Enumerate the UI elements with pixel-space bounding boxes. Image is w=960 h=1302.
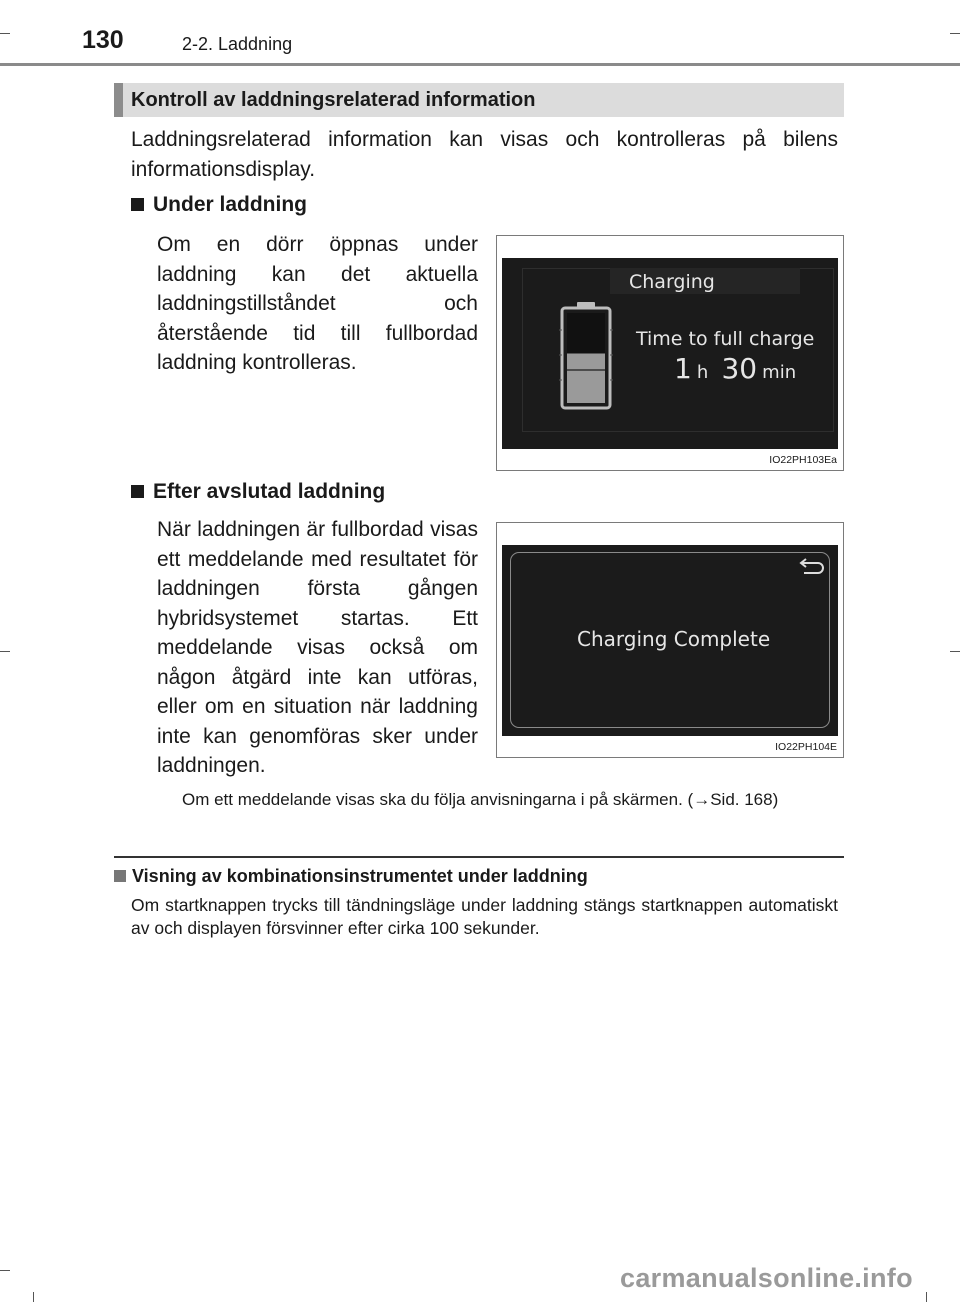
watermark: carmanualsonline.info [620,1263,913,1293]
section-divider [114,856,844,858]
back-arrow-icon [798,557,826,577]
crop-mark [33,1292,34,1302]
hours-unit: h [696,362,709,383]
minutes-unit: min [762,362,797,383]
display-screen [502,545,838,736]
battery-fill [567,354,605,404]
crop-mark [0,1270,10,1271]
crop-mark [926,1292,927,1302]
time-value [674,352,796,385]
intro-paragraph: Laddningsrelaterad information kan visas och kontrolleras på bilens informationsdisplay. [131,128,838,181]
page-number: 130 [82,26,124,54]
crop-mark [0,33,10,34]
crop-mark [0,651,10,652]
subheading-text: Efter avslutad laddning [153,480,386,503]
figure-code: IO22PH104E [775,741,837,753]
header-rule [0,63,960,66]
chapter-title: 2-2. Laddning [182,34,293,54]
subheading-instrument [114,866,588,887]
subheading-after-charging [131,480,385,504]
hours-value: 1 [674,352,692,385]
instrument-paragraph: Om startknappen trycks till tändningsläge under laddning stängs startknappen automatiskt av och displayen försvinner efter cirka 100 sekunder. [131,895,838,938]
during-charging-paragraph: Om en dörr öppnas under laddning kan det aktuella laddningstillståndet och återstående tid till fullbordad laddning kontrolleras. [157,233,478,374]
crop-mark [950,33,960,34]
time-label: Time to full charge [636,328,815,350]
after-charging-paragraph: När laddningen är fullbordad visas ett meddelande med resultatet för laddningen första gången hybridsystemet startas. Ett meddelande visas också om någon åtgärd inte kan utföras, eller om en situation när laddning inte kan genomföras sker under laddningen. [157,518,478,777]
figure-charging-complete-screen [496,522,844,758]
subheading-text: Visning av kombinationsinstrumentet under laddning [132,866,588,886]
display-screen [502,258,838,449]
section-title: Kontroll av laddningsrelaterad information [131,89,536,111]
minutes-value: 30 [721,352,758,385]
battery-icon [557,300,615,412]
square-bullet-icon [131,198,144,211]
complete-message: Charging Complete [577,627,771,651]
screen-title: Charging [629,271,715,293]
square-bullet-icon [114,870,126,882]
figure-code: IO22PH103Ea [769,454,837,466]
figure-charging-screen [496,235,844,471]
crop-mark [950,651,960,652]
subheading-text: Under laddning [153,193,307,216]
note-paragraph: Om ett meddelande visas ska du följa anvisningarna i på skärmen. (→Sid. 168) [182,790,779,809]
subheading-during-charging [131,193,307,217]
square-bullet-icon [131,485,144,498]
